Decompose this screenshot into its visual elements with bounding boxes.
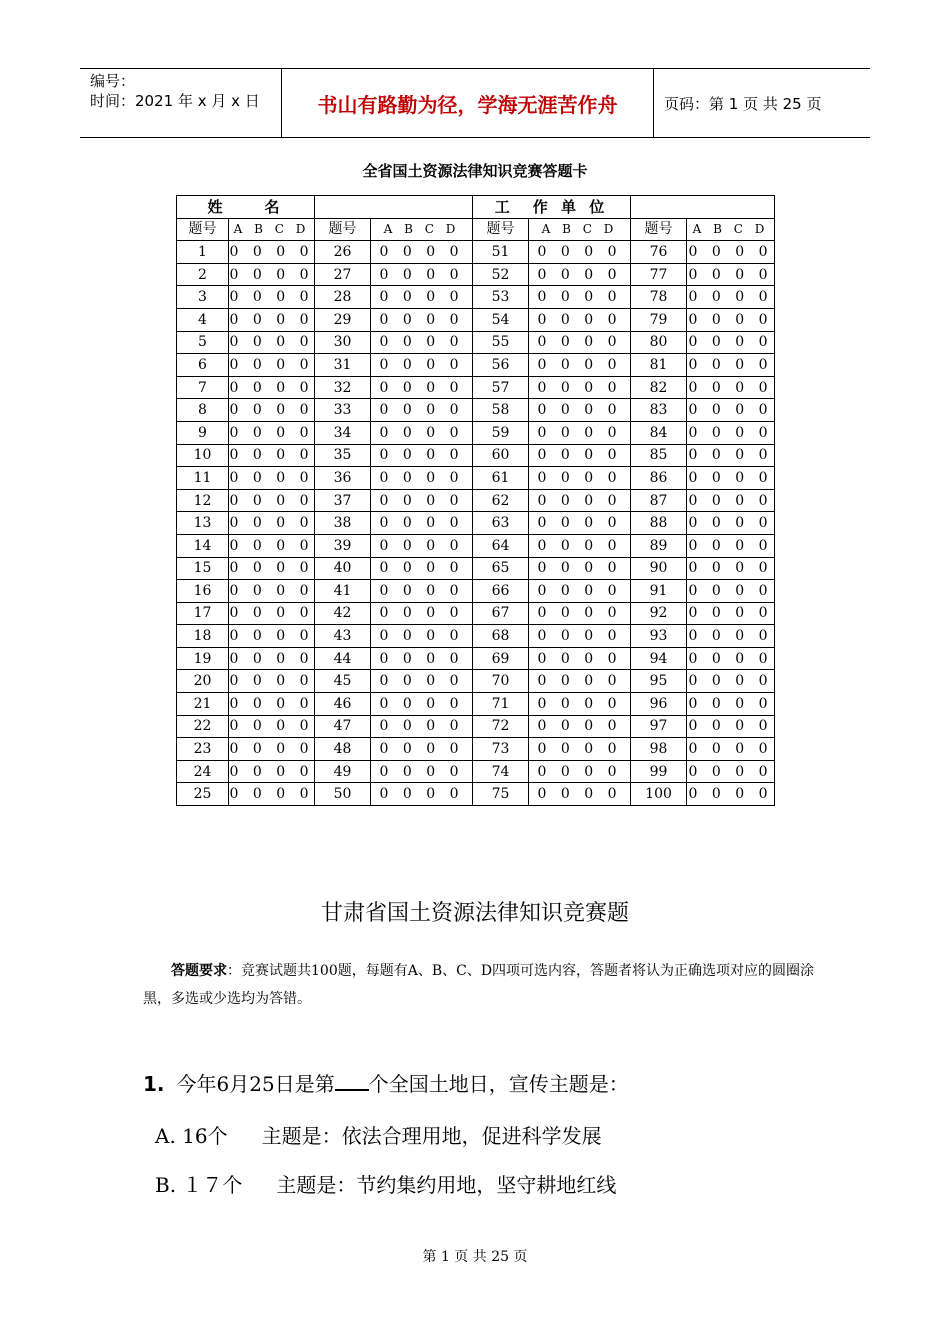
question-number-cell: 22	[177, 715, 229, 738]
answer-bubbles[interactable]: 0 0 0 0	[229, 512, 315, 535]
question-number-cell: 1	[177, 241, 229, 264]
question-number-cell: 97	[631, 715, 687, 738]
answer-bubbles[interactable]: 0 0 0 0	[687, 376, 775, 399]
answer-row	[177, 331, 775, 354]
answer-bubbles[interactable]: 0 0 0 0	[229, 534, 315, 557]
question-number-cell: 72	[473, 715, 529, 738]
answer-bubbles[interactable]: 0 0 0 0	[687, 354, 775, 377]
answer-bubbles[interactable]: 0 0 0 0	[529, 241, 631, 264]
answer-bubbles[interactable]: 0 0 0 0	[687, 783, 775, 806]
option-count: 16个	[182, 1124, 228, 1148]
sheet-name-row	[177, 196, 775, 219]
answer-bubbles[interactable]: 0 0 0 0	[687, 444, 775, 467]
question-number-cell: 84	[631, 421, 687, 444]
answer-row	[177, 557, 775, 580]
quiz-title: 甘肃省国土资源法律知识竞赛题	[320, 901, 629, 926]
answer-bubbles[interactable]: 0 0 0 0	[371, 241, 473, 264]
answer-bubbles[interactable]: 0 0 0 0	[229, 783, 315, 806]
answer-bubbles[interactable]: 0 0 0 0	[529, 534, 631, 557]
answer-row	[177, 308, 775, 331]
question-number-cell: 2	[177, 263, 229, 286]
answer-bubbles[interactable]: 0 0 0 0	[687, 625, 775, 648]
question-number-cell: 94	[631, 647, 687, 670]
question-number-cell: 77	[631, 263, 687, 286]
answer-bubbles[interactable]: 0 0 0 0	[529, 444, 631, 467]
answer-bubbles[interactable]: 0 0 0 0	[371, 286, 473, 309]
answer-bubbles[interactable]: 0 0 0 0	[529, 580, 631, 603]
answer-bubbles[interactable]: 0 0 0 0	[229, 580, 315, 603]
answer-bubbles[interactable]: 0 0 0 0	[371, 399, 473, 422]
answer-bubbles[interactable]: 0 0 0 0	[371, 670, 473, 693]
question-number-cell: 44	[315, 647, 371, 670]
question-number-cell: 69	[473, 647, 529, 670]
answer-bubbles[interactable]: 0 0 0 0	[687, 760, 775, 783]
answer-requirements	[143, 957, 823, 1013]
answer-bubbles[interactable]: 0 0 0 0	[371, 580, 473, 603]
question-number-cell: 21	[177, 693, 229, 716]
question-number-cell: 19	[177, 647, 229, 670]
answer-row	[177, 489, 775, 512]
answer-bubbles[interactable]: 0 0 0 0	[529, 399, 631, 422]
answer-bubbles[interactable]: 0 0 0 0	[371, 376, 473, 399]
question-1	[143, 1068, 629, 1097]
answer-row	[177, 625, 775, 648]
question-number-cell: 51	[473, 241, 529, 264]
question-number-cell: 76	[631, 241, 687, 264]
answer-row	[177, 715, 775, 738]
question-number-cell: 82	[631, 376, 687, 399]
answer-bubbles[interactable]: 0 0 0 0	[529, 783, 631, 806]
answer-bubbles[interactable]: 0 0 0 0	[229, 308, 315, 331]
col-header-number: 题号	[631, 218, 687, 241]
question-1-option-b[interactable]	[155, 1169, 616, 1198]
option-theme: 主题是：节约集约用地，坚守耕地红线	[276, 1173, 617, 1197]
question-number-cell: 93	[631, 625, 687, 648]
question-number-cell: 39	[315, 534, 371, 557]
question-number-cell: 61	[473, 467, 529, 490]
answer-bubbles[interactable]: 0 0 0 0	[371, 467, 473, 490]
question-number-cell: 42	[315, 602, 371, 625]
answer-bubbles[interactable]: 0 0 0 0	[371, 534, 473, 557]
question-number-cell: 37	[315, 489, 371, 512]
question-number-cell: 75	[473, 783, 529, 806]
answer-bubbles[interactable]: 0 0 0 0	[529, 489, 631, 512]
answer-bubbles[interactable]: 0 0 0 0	[371, 693, 473, 716]
answer-bubbles[interactable]: 0 0 0 0	[687, 534, 775, 557]
answer-bubbles[interactable]: 0 0 0 0	[529, 308, 631, 331]
question-number-cell: 18	[177, 625, 229, 648]
answer-bubbles[interactable]: 0 0 0 0	[371, 421, 473, 444]
question-number-cell: 55	[473, 331, 529, 354]
question-number-cell: 64	[473, 534, 529, 557]
question-number-cell: 100	[631, 783, 687, 806]
question-number-cell: 34	[315, 421, 371, 444]
question-number-cell: 90	[631, 557, 687, 580]
question-number-cell: 17	[177, 602, 229, 625]
header-page-info: 页码：第 1 页 共 25 页	[664, 94, 822, 113]
answer-bubbles[interactable]: 0 0 0 0	[529, 693, 631, 716]
header-motto: 书山有路勤为径，学海无涯苦作舟	[282, 69, 654, 137]
answer-bubbles[interactable]: 0 0 0 0	[687, 738, 775, 761]
answer-row	[177, 760, 775, 783]
name-field[interactable]	[315, 196, 473, 219]
answer-bubbles[interactable]: 0 0 0 0	[229, 376, 315, 399]
answer-bubbles[interactable]: 0 0 0 0	[371, 489, 473, 512]
answer-bubbles[interactable]: 0 0 0 0	[687, 286, 775, 309]
option-letter: B.	[155, 1173, 177, 1197]
question-number-cell: 7	[177, 376, 229, 399]
sheet-column-header-row	[177, 218, 775, 241]
question-number-cell: 38	[315, 512, 371, 535]
answer-bubbles[interactable]: 0 0 0 0	[529, 602, 631, 625]
answer-bubbles[interactable]: 0 0 0 0	[371, 760, 473, 783]
answer-row	[177, 602, 775, 625]
answer-blank	[335, 1071, 369, 1091]
answer-bubbles[interactable]: 0 0 0 0	[687, 331, 775, 354]
answer-bubbles[interactable]: 0 0 0 0	[371, 715, 473, 738]
question-number-cell: 95	[631, 670, 687, 693]
answer-row	[177, 467, 775, 490]
answer-bubbles[interactable]: 0 0 0 0	[529, 738, 631, 761]
question-number-cell: 28	[315, 286, 371, 309]
question-number-cell: 46	[315, 693, 371, 716]
answer-bubbles[interactable]: 0 0 0 0	[529, 647, 631, 670]
option-theme: 主题是：依法合理用地，促进科学发展	[261, 1124, 602, 1148]
answer-bubbles[interactable]: 0 0 0 0	[687, 647, 775, 670]
answer-row	[177, 421, 775, 444]
answer-bubbles[interactable]: 0 0 0 0	[529, 421, 631, 444]
question-number-cell: 99	[631, 760, 687, 783]
answer-bubbles[interactable]: 0 0 0 0	[687, 512, 775, 535]
question-number-cell: 8	[177, 399, 229, 422]
answer-bubbles[interactable]: 0 0 0 0	[229, 399, 315, 422]
answer-bubbles[interactable]: 0 0 0 0	[529, 331, 631, 354]
answer-bubbles[interactable]: 0 0 0 0	[371, 512, 473, 535]
answer-bubbles[interactable]: 0 0 0 0	[229, 738, 315, 761]
answer-bubbles[interactable]: 0 0 0 0	[229, 602, 315, 625]
answer-bubbles[interactable]: 0 0 0 0	[687, 241, 775, 264]
answer-row	[177, 263, 775, 286]
question-number-cell: 67	[473, 602, 529, 625]
answer-bubbles[interactable]: 0 0 0 0	[687, 467, 775, 490]
question-number-cell: 20	[177, 670, 229, 693]
question-number-cell: 79	[631, 308, 687, 331]
question-number-cell: 9	[177, 421, 229, 444]
question-number-cell: 81	[631, 354, 687, 377]
answer-bubbles[interactable]: 0 0 0 0	[529, 376, 631, 399]
question-number-cell: 58	[473, 399, 529, 422]
question-number-cell: 98	[631, 738, 687, 761]
question-number-cell: 6	[177, 354, 229, 377]
work-unit-field[interactable]	[631, 196, 775, 219]
work-unit-label: 工 作 单 位	[473, 196, 631, 219]
question-text-before: 今年6月25日是第	[176, 1072, 335, 1096]
answer-bubbles[interactable]: 0 0 0 0	[229, 625, 315, 648]
question-number-cell: 96	[631, 693, 687, 716]
question-number-cell: 10	[177, 444, 229, 467]
answer-bubbles[interactable]: 0 0 0 0	[371, 738, 473, 761]
answer-bubbles[interactable]: 0 0 0 0	[229, 467, 315, 490]
header-meta	[80, 69, 282, 137]
question-number-cell: 25	[177, 783, 229, 806]
document-header	[80, 68, 870, 138]
answer-row	[177, 534, 775, 557]
question-number-cell: 33	[315, 399, 371, 422]
question-number-cell: 60	[473, 444, 529, 467]
answer-bubbles[interactable]: 0 0 0 0	[529, 715, 631, 738]
answer-bubbles[interactable]: 0 0 0 0	[529, 670, 631, 693]
question-number-cell: 48	[315, 738, 371, 761]
question-1-option-a[interactable]	[155, 1120, 602, 1149]
question-number-cell: 59	[473, 421, 529, 444]
answer-bubbles[interactable]: 0 0 0 0	[371, 557, 473, 580]
question-number-cell: 68	[473, 625, 529, 648]
serial-label: 编号：	[90, 72, 136, 90]
answer-sheet-table	[176, 195, 775, 806]
answer-bubbles[interactable]: 0 0 0 0	[529, 354, 631, 377]
col-header-number: 题号	[177, 218, 229, 241]
answer-bubbles[interactable]: 0 0 0 0	[229, 354, 315, 377]
answer-bubbles[interactable]: 0 0 0 0	[529, 512, 631, 535]
answer-bubbles[interactable]: 0 0 0 0	[229, 331, 315, 354]
answer-row	[177, 693, 775, 716]
question-number-cell: 4	[177, 308, 229, 331]
answer-bubbles[interactable]: 0 0 0 0	[687, 263, 775, 286]
answer-bubbles[interactable]: 0 0 0 0	[687, 399, 775, 422]
question-number-cell: 80	[631, 331, 687, 354]
question-number-cell: 12	[177, 489, 229, 512]
answer-bubbles[interactable]: 0 0 0 0	[229, 670, 315, 693]
answer-bubbles[interactable]: 0 0 0 0	[687, 693, 775, 716]
col-header-options: A B C D	[371, 218, 473, 241]
question-number-cell: 52	[473, 263, 529, 286]
question-number-cell: 13	[177, 512, 229, 535]
answer-row	[177, 376, 775, 399]
question-number-cell: 43	[315, 625, 371, 648]
answer-bubbles[interactable]: 0 0 0 0	[229, 421, 315, 444]
answer-row	[177, 354, 775, 377]
question-number-cell: 70	[473, 670, 529, 693]
col-header-options: A B C D	[529, 218, 631, 241]
question-number-cell: 29	[315, 308, 371, 331]
question-number-cell: 14	[177, 534, 229, 557]
requirements-label: 答题要求	[171, 963, 227, 979]
answer-bubbles[interactable]: 0 0 0 0	[371, 602, 473, 625]
answer-row	[177, 286, 775, 309]
answer-bubbles[interactable]: 0 0 0 0	[229, 241, 315, 264]
question-number-cell: 50	[315, 783, 371, 806]
answer-bubbles[interactable]: 0 0 0 0	[529, 467, 631, 490]
question-number-cell: 15	[177, 557, 229, 580]
answer-bubbles[interactable]: 0 0 0 0	[229, 760, 315, 783]
option-count: １７个	[182, 1173, 243, 1197]
question-number-cell: 73	[473, 738, 529, 761]
name-label: 姓 名	[177, 196, 315, 219]
answer-row	[177, 647, 775, 670]
col-header-number: 题号	[473, 218, 529, 241]
question-number-cell: 23	[177, 738, 229, 761]
answer-row	[177, 783, 775, 806]
answer-bubbles[interactable]: 0 0 0 0	[529, 263, 631, 286]
question-number-cell: 92	[631, 602, 687, 625]
answer-bubbles[interactable]: 0 0 0 0	[687, 489, 775, 512]
question-number-cell: 31	[315, 354, 371, 377]
question-number-cell: 62	[473, 489, 529, 512]
col-header-options: A B C D	[687, 218, 775, 241]
question-number-cell: 40	[315, 557, 371, 580]
answer-bubbles[interactable]: 0 0 0 0	[229, 693, 315, 716]
question-number-cell: 47	[315, 715, 371, 738]
question-number-cell: 86	[631, 467, 687, 490]
question-number-cell: 88	[631, 512, 687, 535]
requirements-text: ：竞赛试题共100题，每题有A、B、C、D四项可选内容，答题者将认为正确选项对应的圆圈涂黑，多选或少选均为答错。	[143, 963, 815, 1007]
time-label: 时间：2021 年 x 月 x 日	[90, 92, 260, 110]
question-number-cell: 85	[631, 444, 687, 467]
question-number-cell: 45	[315, 670, 371, 693]
question-number-cell: 66	[473, 580, 529, 603]
question-number-cell: 63	[473, 512, 529, 535]
answer-bubbles[interactable]: 0 0 0 0	[371, 647, 473, 670]
answer-row	[177, 241, 775, 264]
question-number-cell: 41	[315, 580, 371, 603]
answer-card-title: 全省国土资源法律知识竞赛答题卡	[362, 162, 588, 180]
answer-bubbles[interactable]: 0 0 0 0	[371, 354, 473, 377]
answer-bubbles[interactable]: 0 0 0 0	[229, 557, 315, 580]
question-number-cell: 56	[473, 354, 529, 377]
answer-bubbles[interactable]: 0 0 0 0	[371, 625, 473, 648]
col-header-number: 题号	[315, 218, 371, 241]
question-number-cell: 53	[473, 286, 529, 309]
question-number-cell: 57	[473, 376, 529, 399]
question-text-after: 个全国土地日，宣传主题是：	[368, 1072, 629, 1096]
answer-bubbles[interactable]: 0 0 0 0	[529, 557, 631, 580]
answer-bubbles[interactable]: 0 0 0 0	[687, 308, 775, 331]
question-number-cell: 24	[177, 760, 229, 783]
answer-bubbles[interactable]: 0 0 0 0	[687, 421, 775, 444]
question-number-cell: 83	[631, 399, 687, 422]
question-number-cell: 54	[473, 308, 529, 331]
question-number-cell: 71	[473, 693, 529, 716]
question-number-cell: 30	[315, 331, 371, 354]
answer-bubbles[interactable]: 0 0 0 0	[229, 489, 315, 512]
answer-bubbles[interactable]: 0 0 0 0	[371, 308, 473, 331]
col-header-options: A B C D	[229, 218, 315, 241]
answer-bubbles[interactable]: 0 0 0 0	[229, 263, 315, 286]
answer-bubbles[interactable]: 0 0 0 0	[371, 444, 473, 467]
answer-bubbles[interactable]: 0 0 0 0	[687, 557, 775, 580]
question-number-cell: 87	[631, 489, 687, 512]
answer-row	[177, 399, 775, 422]
question-number-cell: 74	[473, 760, 529, 783]
option-letter: A.	[155, 1124, 176, 1148]
answer-row	[177, 738, 775, 761]
question-number-cell: 5	[177, 331, 229, 354]
question-number-cell: 89	[631, 534, 687, 557]
question-number-cell: 35	[315, 444, 371, 467]
question-number-cell: 26	[315, 241, 371, 264]
question-number-cell: 27	[315, 263, 371, 286]
question-number-cell: 91	[631, 580, 687, 603]
question-number-cell: 78	[631, 286, 687, 309]
question-number-cell: 16	[177, 580, 229, 603]
page-footer: 第 1 页 共 25 页	[422, 1249, 528, 1265]
answer-bubbles[interactable]: 0 0 0 0	[229, 286, 315, 309]
answer-row	[177, 512, 775, 535]
answer-bubbles[interactable]: 0 0 0 0	[529, 286, 631, 309]
question-number-cell: 49	[315, 760, 371, 783]
answer-bubbles[interactable]: 0 0 0 0	[371, 263, 473, 286]
question-number-cell: 11	[177, 467, 229, 490]
answer-bubbles[interactable]: 0 0 0 0	[229, 647, 315, 670]
answer-bubbles[interactable]: 0 0 0 0	[687, 715, 775, 738]
answer-bubbles[interactable]: 0 0 0 0	[687, 580, 775, 603]
answer-row	[177, 670, 775, 693]
answer-bubbles[interactable]: 0 0 0 0	[371, 783, 473, 806]
answer-row	[177, 444, 775, 467]
answer-bubbles[interactable]: 0 0 0 0	[371, 331, 473, 354]
question-number-cell: 3	[177, 286, 229, 309]
question-number-cell: 36	[315, 467, 371, 490]
answer-bubbles[interactable]: 0 0 0 0	[529, 625, 631, 648]
question-number: 1.	[143, 1072, 165, 1096]
question-number-cell: 32	[315, 376, 371, 399]
answer-bubbles[interactable]: 0 0 0 0	[687, 602, 775, 625]
answer-bubbles[interactable]: 0 0 0 0	[529, 760, 631, 783]
answer-row	[177, 580, 775, 603]
question-number-cell: 65	[473, 557, 529, 580]
answer-bubbles[interactable]: 0 0 0 0	[229, 715, 315, 738]
answer-bubbles[interactable]: 0 0 0 0	[229, 444, 315, 467]
answer-bubbles[interactable]: 0 0 0 0	[687, 670, 775, 693]
